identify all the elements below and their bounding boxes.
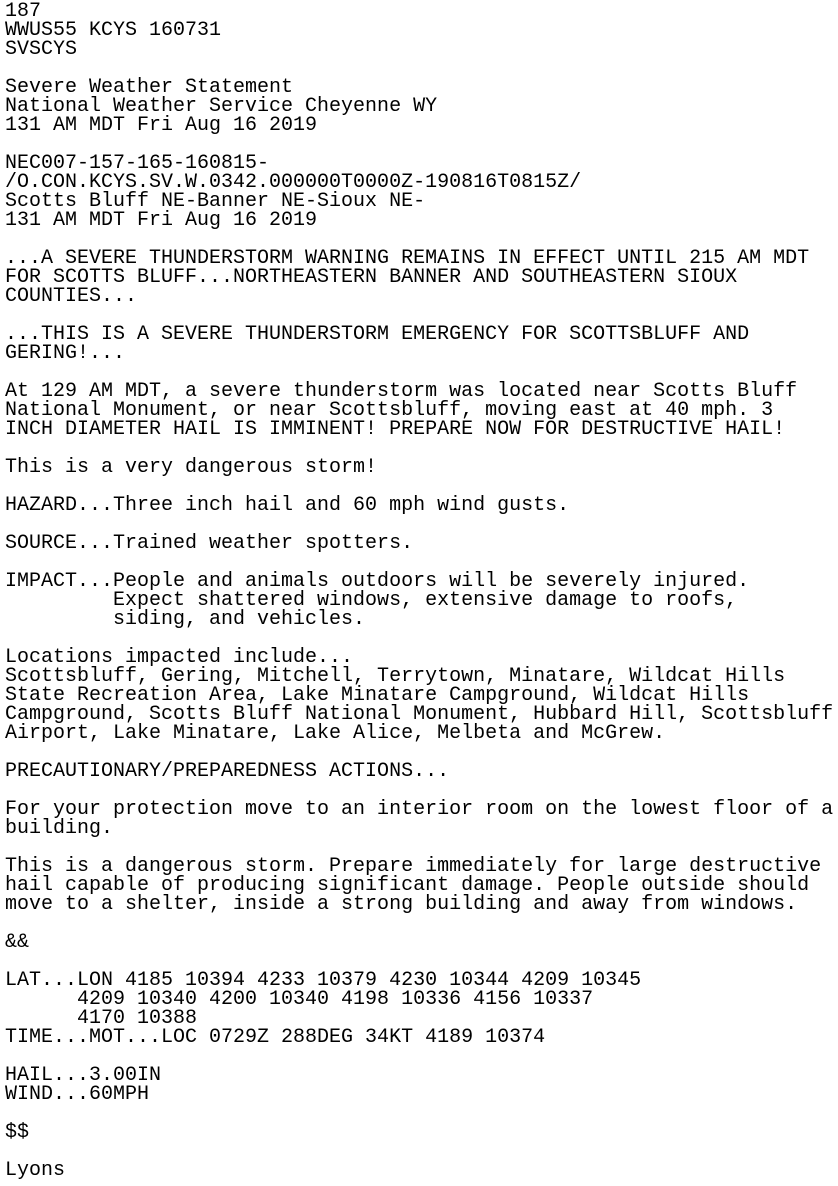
text-line: HAZARD...Three inch hail and 60 mph wind gusts. <box>5 494 570 517</box>
text-line: National Monument, or near Scottsbluff, moving east at 40 mph. 3 <box>5 399 774 422</box>
text-line: IMPACT...People and animals outdoors will be severely injured. <box>5 570 750 593</box>
text-line: INCH DIAMETER HAIL IS IMMINENT! PREPARE NOW FOR DESTRUCTIVE HAIL! <box>5 418 786 441</box>
text-line: SVSCYS <box>5 38 78 61</box>
text-line: This is a very dangerous storm! <box>5 456 378 479</box>
text-line: Locations impacted include... <box>5 646 354 669</box>
text-line: For your protection move to an interior room on the lowest floor of a <box>5 798 834 821</box>
blank-line <box>5 1142 838 1161</box>
text-line: HAIL...3.00IN <box>5 1064 162 1087</box>
text-line: 131 AM MDT Fri Aug 16 2019 <box>5 209 318 232</box>
blank-line <box>5 1104 838 1123</box>
text-line: Scottsbluff, Gering, Mitchell, Terrytown, Minatare, Wildcat Hills <box>5 665 786 688</box>
text-line: hail capable of producing significant damage. People outside should <box>5 874 810 897</box>
text-line: ...A SEVERE THUNDERSTORM WARNING REMAINS IN EFFECT UNTIL 215 AM MDT <box>5 247 810 270</box>
text-line: COUNTIES... <box>5 285 138 308</box>
text-line: 4209 10340 4200 10340 4198 10336 4156 10337 <box>5 988 594 1011</box>
text-line: 131 AM MDT Fri Aug 16 2019 <box>5 114 318 137</box>
text-line: WWUS55 KCYS 160731 <box>5 19 222 42</box>
text-line: TIME...MOT...LOC 0729Z 288DEG 34KT 4189 10374 <box>5 1026 546 1049</box>
text-line: Airport, Lake Minatare, Lake Alice, Melbeta and McGrew. <box>5 722 666 745</box>
text-line: Lyons <box>5 1159 66 1182</box>
text-line: siding, and vehicles. <box>5 608 366 631</box>
text-line: building. <box>5 817 114 840</box>
text-line: 187 <box>5 0 42 23</box>
text-line: State Recreation Area, Lake Minatare Campground, Wildcat Hills <box>5 684 750 707</box>
text-line: Campground, Scotts Bluff National Monument, Hubbard Hill, Scottsbluff <box>5 703 834 726</box>
text-line: $$ <box>5 1121 30 1144</box>
text-line: Severe Weather Statement <box>5 76 294 99</box>
text-line: NEC007-157-165-160815- <box>5 152 270 175</box>
text-line: PRECAUTIONARY/PREPAREDNESS ACTIONS... <box>5 760 450 783</box>
text-line: Expect shattered windows, extensive damage to roofs, <box>5 589 738 612</box>
text-line: move to a shelter, inside a strong building and away from windows. <box>5 893 798 916</box>
text-line: This is a dangerous storm. Prepare immediately for large destructive <box>5 855 822 878</box>
blank-line <box>5 914 838 933</box>
text-line: 4170 10388 <box>5 1007 198 1030</box>
text-line: WIND...60MPH <box>5 1083 150 1106</box>
text-line: && <box>5 931 30 954</box>
text-line: National Weather Service Cheyenne WY <box>5 95 438 118</box>
text-line: LAT...LON 4185 10394 4233 10379 4230 10344 4209 10345 <box>5 969 642 992</box>
text-line: FOR SCOTTS BLUFF...NORTHEASTERN BANNER AND SOUTHEASTERN SIOUX <box>5 266 738 289</box>
text-line: SOURCE...Trained weather spotters. <box>5 532 414 555</box>
text-line: Scotts Bluff NE-Banner NE-Sioux NE- <box>5 190 426 213</box>
text-line: GERING!... <box>5 342 126 365</box>
text-line: /O.CON.KCYS.SV.W.0342.000000T0000Z-190816T0815Z/ <box>5 171 582 194</box>
text-line: ...THIS IS A SEVERE THUNDERSTORM EMERGENCY FOR SCOTTSBLUFF AND <box>5 323 750 346</box>
text-line: At 129 AM MDT, a severe thunderstorm was located near Scotts Bluff <box>5 380 798 403</box>
